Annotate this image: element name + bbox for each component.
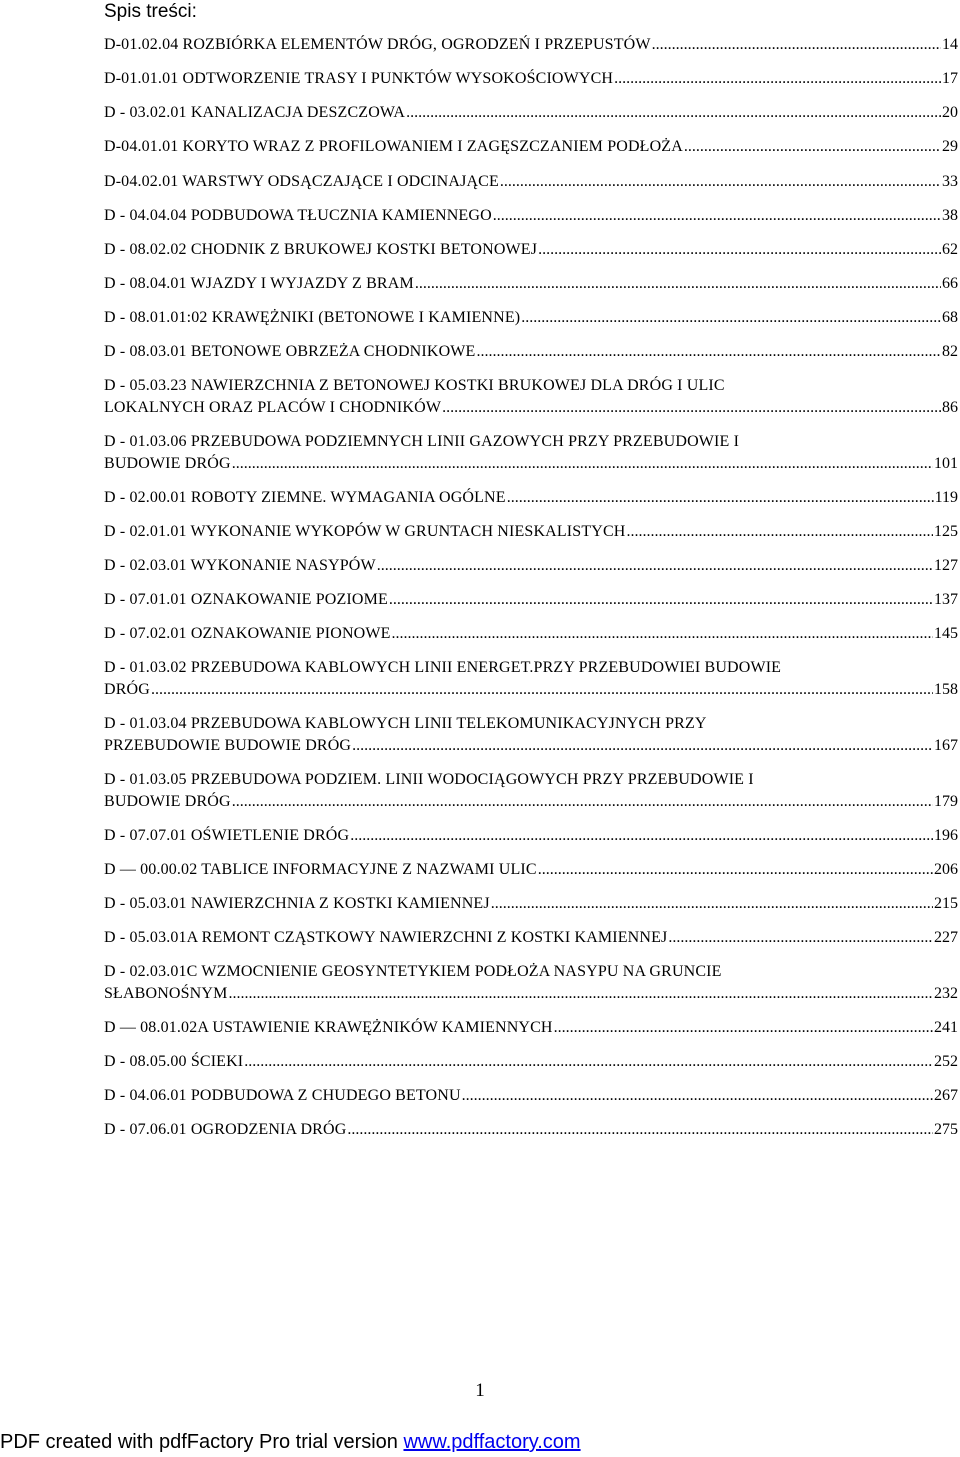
toc-entry-title: D - 07.02.01 OZNAKOWANIE PIONOWE [104,625,391,642]
toc-entry-line [104,341,958,363]
toc-entry[interactable] [104,769,958,813]
toc-page-number: 127 [934,557,958,574]
toc-entry-line [104,171,958,193]
toc-page-number: 232 [934,985,958,1002]
toc-page-number: 66 [942,275,958,292]
toc-page-number: 267 [934,1087,958,1104]
toc-page-number: 196 [934,827,958,844]
toc-entry-title: D - 04.04.04 PODBUDOWA TŁUCZNIA KAMIENNEGO [104,207,492,224]
toc-entry-title: D - 05.03.01 NAWIERZCHNIA Z KOSTKI KAMIENNEJ [104,895,490,912]
toc-dot-leader [389,589,933,611]
toc-entry-title-line: D - 02.03.01C WZMOCNIENIE GEOSYNTETYKIEM PODŁOŻA NASYPU NA GRUNCIE [104,963,722,980]
toc-entry[interactable] [104,893,958,915]
toc-entry-title-line: D - 01.03.05 PRZEBUDOWA PODZIEM. LINII WODOCIĄGOWYCH PRZY PRZEBUDOWIE I [104,771,754,788]
toc-entry-title: PRZEBUDOWIE BUDOWIE DRÓG [104,737,352,754]
toc-entry-title: SŁABONOŚNYM [104,985,228,1002]
toc-entry[interactable] [104,927,958,949]
toc-entry[interactable] [104,34,958,56]
toc-entry-line [104,307,958,329]
toc-entry-line [104,205,958,227]
toc-page-number: 38 [942,207,958,224]
toc-entry-title: D-04.02.01 WARSTWY ODSĄCZAJĄCE I ODCINAJĄCE [104,173,499,190]
toc-entry[interactable] [104,239,958,261]
toc-entry[interactable] [104,1051,958,1073]
toc-entry-title: DRÓG [104,681,150,698]
toc-entry[interactable] [104,375,958,419]
toc-entry-line [104,239,958,261]
toc-dot-leader [392,623,933,645]
toc-dot-leader [415,273,941,295]
toc-entry-line [104,136,958,158]
toc-entry-line [104,273,958,295]
toc-page-number: 101 [934,455,958,472]
toc-entry-title: LOKALNYCH ORAZ PLACÓW I CHODNIKÓW [104,399,442,416]
toc-dot-leader [614,68,941,90]
toc-entry[interactable] [104,136,958,158]
toc-page-number: 14 [942,36,958,53]
toc-entry-title: D-01.02.04 ROZBIÓRKA ELEMENTÓW DRÓG, OGRODZEŃ I PRZEPUSTÓW [104,36,651,53]
toc-entry[interactable] [104,431,958,475]
toc-dot-leader [462,1085,933,1107]
toc-entry-title: BUDOWIE DRÓG [104,455,231,472]
toc-entry[interactable] [104,1017,958,1039]
toc-entry[interactable] [104,825,958,847]
toc-dot-leader [554,1017,933,1039]
toc-entry-line [104,927,958,949]
toc-entry-line [104,555,958,577]
toc-dot-leader [652,34,941,56]
page-number: 1 [475,1380,485,1401]
toc-entry-title: D — 08.01.02A USTAWIENIE KRAWĘŻNIKÓW KAMIENNYCH [104,1019,553,1036]
footer-text: PDF created with pdfFactory Pro trial version [0,1431,404,1453]
toc-entry[interactable] [104,657,958,701]
toc-page-number: 20 [942,104,958,121]
toc-dot-leader [668,927,933,949]
toc-dot-leader [538,239,941,261]
toc-entry-title-line: D - 05.03.23 NAWIERZCHNIA Z BETONOWEJ KOSTKI BRUKOWEJ DLA DRÓG I ULIC [104,377,725,394]
toc-page-number: 125 [934,523,958,540]
toc-entry-title: D - 02.00.01 ROBOTY ZIEMNE. WYMAGANIA OGÓLNE [104,489,506,506]
toc-entry[interactable] [104,521,958,543]
toc-entry-title: D-04.01.01 KORYTO WRAZ Z PROFILOWANIEM I ZAGĘSZCZANIEM PODŁOŻA [104,138,683,155]
toc-page-number: 17 [942,70,958,87]
toc-dot-leader [500,171,941,193]
toc-entry-line [104,521,958,543]
toc-dot-leader [626,521,933,543]
toc-entry[interactable] [104,273,958,295]
toc-entry-line [104,983,958,1005]
toc-entry-title: D - 08.02.02 CHODNIK Z BRUKOWEJ KOSTKI BETONOWEJ [104,241,538,258]
footer-link[interactable]: www.pdffactory.com [403,1431,581,1453]
toc-dot-leader [521,307,941,329]
toc-entry-line [104,1085,958,1107]
toc-page-number: 68 [942,309,958,326]
toc-page-number: 252 [934,1053,958,1070]
toc-dot-leader [347,1119,933,1141]
toc-page-number: 215 [934,895,958,912]
toc-entry-title: D - 07.07.01 OŚWIETLENIE DRÓG [104,827,350,844]
toc-page-number: 145 [934,625,958,642]
toc-entry[interactable] [104,555,958,577]
toc-entry-line [104,1051,958,1073]
toc-entry-title: D - 07.06.01 OGRODZENIA DRÓG [104,1121,347,1138]
toc-entry-line [104,735,958,757]
toc-dot-leader [151,679,933,701]
toc-entry[interactable] [104,102,958,124]
toc-page-number: 137 [934,591,958,608]
toc-page-number: 275 [934,1121,958,1138]
toc-entry[interactable] [104,623,958,645]
toc-entry[interactable] [104,171,958,193]
toc-dot-leader [476,341,941,363]
toc-entry-line [104,679,958,701]
pdf-footer [0,1429,581,1455]
toc-page-number: 119 [934,489,958,506]
toc-entry-title: D - 02.03.01 WYKONANIE NASYPÓW [104,557,376,574]
toc-dot-leader [377,555,933,577]
toc-entry-line [104,623,958,645]
toc-entry-title: D - 03.02.01 KANALIZACJA DESZCZOWA [104,104,406,121]
toc-entry-line [104,34,958,56]
toc-page-number: 241 [934,1019,958,1036]
toc-entry-line [104,397,958,419]
toc-dot-leader [406,102,941,124]
toc-entry-line [104,791,958,813]
toc-entry-line [104,1017,958,1039]
toc-page-number: 158 [934,681,958,698]
toc-dot-leader [442,397,941,419]
toc-entry[interactable] [104,68,958,90]
toc-entry-line [104,825,958,847]
toc-entry-title: D - 08.01.01:02 KRAWĘŻNIKI (BETONOWE I KAMIENNE) [104,309,521,326]
toc-entry-line [104,1119,958,1141]
toc-entry[interactable] [104,589,958,611]
toc-entry-title: D - 08.04.01 WJAZDY I WYJAZDY Z BRAM [104,275,414,292]
toc-entry-title: D - 02.01.01 WYKONANIE WYKOPÓW W GRUNTACH NIESKALISTYCH [104,523,626,540]
toc-entry-title: BUDOWIE DRÓG [104,793,231,810]
toc-dot-leader [493,205,941,227]
toc-entry[interactable] [104,713,958,757]
toc-entry-title-line: D - 01.03.02 PRZEBUDOWA KABLOWYCH LINII ENERGET.PRZY PRZEBUDOWIEI BUDOWIE [104,659,782,676]
toc-page-number: 29 [942,138,958,155]
toc-entry[interactable] [104,205,958,227]
toc-page-number: 206 [934,861,958,878]
page-title: Spis treści: [104,1,197,22]
toc-dot-leader [507,487,934,509]
toc-entry-title: D - 05.03.01A REMONT CZĄSTKOWY NAWIERZCHNI Z KOSTKI KAMIENNEJ [104,929,668,946]
toc-entry-title: D - 07.01.01 OZNAKOWANIE POZIOME [104,591,388,608]
toc-page-number: 62 [942,241,958,258]
toc-dot-leader [491,893,933,915]
toc-entry[interactable] [104,859,958,881]
toc-dot-leader [232,791,933,813]
toc-entry[interactable] [104,1119,958,1141]
toc-dot-leader [352,735,933,757]
toc-page-number: 82 [942,343,958,360]
toc-entry[interactable] [104,341,958,363]
toc-entry-line [104,68,958,90]
toc-entry-line [104,453,958,475]
toc-dot-leader [244,1051,933,1073]
toc-entry[interactable] [104,487,958,509]
toc-entry[interactable] [104,1085,958,1107]
toc-entry-line [104,893,958,915]
toc-page-number: 86 [942,399,958,416]
toc-page-number: 179 [934,793,958,810]
toc-dot-leader [684,136,941,158]
toc-dot-leader [232,453,933,475]
toc-entry-title: D — 00.00.02 TABLICE INFORMACYJNE Z NAZWAMI ULIC [104,861,537,878]
toc-entry-line [104,487,958,509]
toc-entry-line [104,102,958,124]
toc-page-number: 227 [934,929,958,946]
toc-dot-leader [538,859,933,881]
toc-entry-title: D - 08.03.01 BETONOWE OBRZEŻA CHODNIKOWE [104,343,476,360]
toc-dot-leader [350,825,933,847]
toc-entry-title: D-01.01.01 ODTWORZENIE TRASY I PUNKTÓW WYSOKOŚCIOWYCH [104,70,614,87]
toc-entry-line [104,859,958,881]
toc-entry-title: D - 08.05.00 ŚCIEKI [104,1053,244,1070]
toc-entry-line [104,589,958,611]
toc-entry-title: D - 04.06.01 PODBUDOWA Z CHUDEGO BETONU [104,1087,461,1104]
toc-entry[interactable] [104,307,958,329]
toc-entry[interactable] [104,961,958,1005]
toc-entry-title-line: D - 01.03.04 PRZEBUDOWA KABLOWYCH LINII TELEKOMUNIKACYJNYCH PRZY [104,715,707,732]
toc-dot-leader [228,983,933,1005]
toc-page-number: 167 [934,737,958,754]
toc-entry-title-line: D - 01.03.06 PRZEBUDOWA PODZIEMNYCH LINII GAZOWYCH PRZY PRZEBUDOWIE I [104,433,740,450]
toc-page-number: 33 [942,173,958,190]
